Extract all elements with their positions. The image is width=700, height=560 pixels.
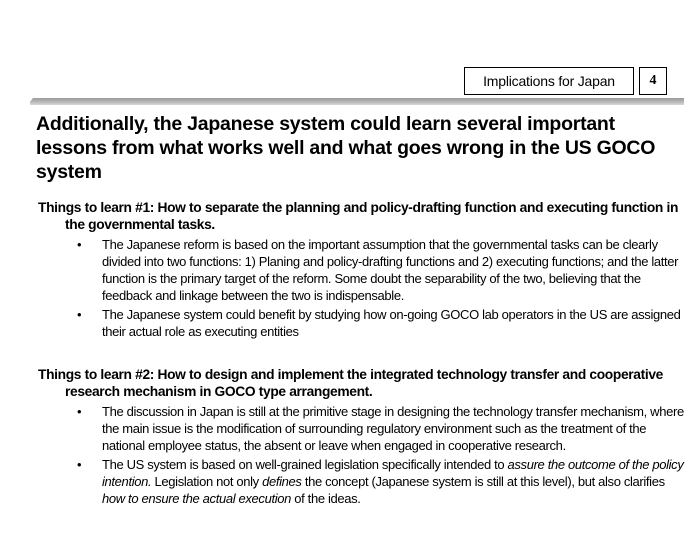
bullet-text-part: the concept (Japanese system is still at this level), but also clarifies xyxy=(301,474,665,489)
bullet-text-emphasis: how to ensure the actual execution xyxy=(102,491,292,506)
bullet-item xyxy=(102,306,686,340)
bullet-text-part: of the ideas. xyxy=(291,491,361,506)
bullet-list xyxy=(38,403,686,507)
header-divider xyxy=(30,98,684,105)
section-tag-label: Implications for Japan xyxy=(483,73,615,89)
bullet-text: The discussion in Japan is still at the primitive stage in designing the technology transfer mechanism, where the main issue is the modification of surrounding regulatory environment such as the treatment of the national employee status, the absent or leave when engaged in cooperative research. xyxy=(102,404,684,453)
bullet-text-part: The US system is based on well-grained legislation specifically intended to xyxy=(102,457,508,472)
page-number-box xyxy=(639,67,667,95)
bullet-text: The Japanese reform is based on the important assumption that the governmental tasks can be clearly divided into two functions: 1) Planing and policy-drafting functions and 2) executing functions; and the latter function is the primary target of the reform. Some doubt the separability of the two, believing that the feedback and linkage between the two is indispensable. xyxy=(102,237,679,303)
bullet-item xyxy=(102,456,686,507)
bullet-text-emphasis: assure the outcome of the policy intention. xyxy=(102,457,684,489)
section-heading: Things to learn #2: How to design and implement the integrated technology transfer and cooperative research mechanism in GOCO type arrangement. xyxy=(38,367,663,399)
section-heading: Things to learn #1: How to separate the planning and policy-drafting function and executing function in the governmental tasks. xyxy=(38,200,679,232)
bullet-text-emphasis: defines xyxy=(262,474,302,489)
section-lesson-1 xyxy=(38,199,686,342)
bullet-text-part: Legislation not only xyxy=(151,474,263,489)
bullet-text: The Japanese system could benefit by studying how on-going GOCO lab operators in the US are assigned their actual role as executing entities xyxy=(102,307,681,339)
section-lesson-2 xyxy=(38,366,686,509)
bullet-item xyxy=(102,236,686,304)
section-tag xyxy=(464,67,634,95)
bullet-item xyxy=(102,403,686,454)
page-title: Additionally, the Japanese system could learn several important lessons from what works well and what goes wrong in the US GOCO system xyxy=(36,113,656,183)
bullet-list xyxy=(38,236,686,340)
page-number: 4 xyxy=(649,73,657,88)
